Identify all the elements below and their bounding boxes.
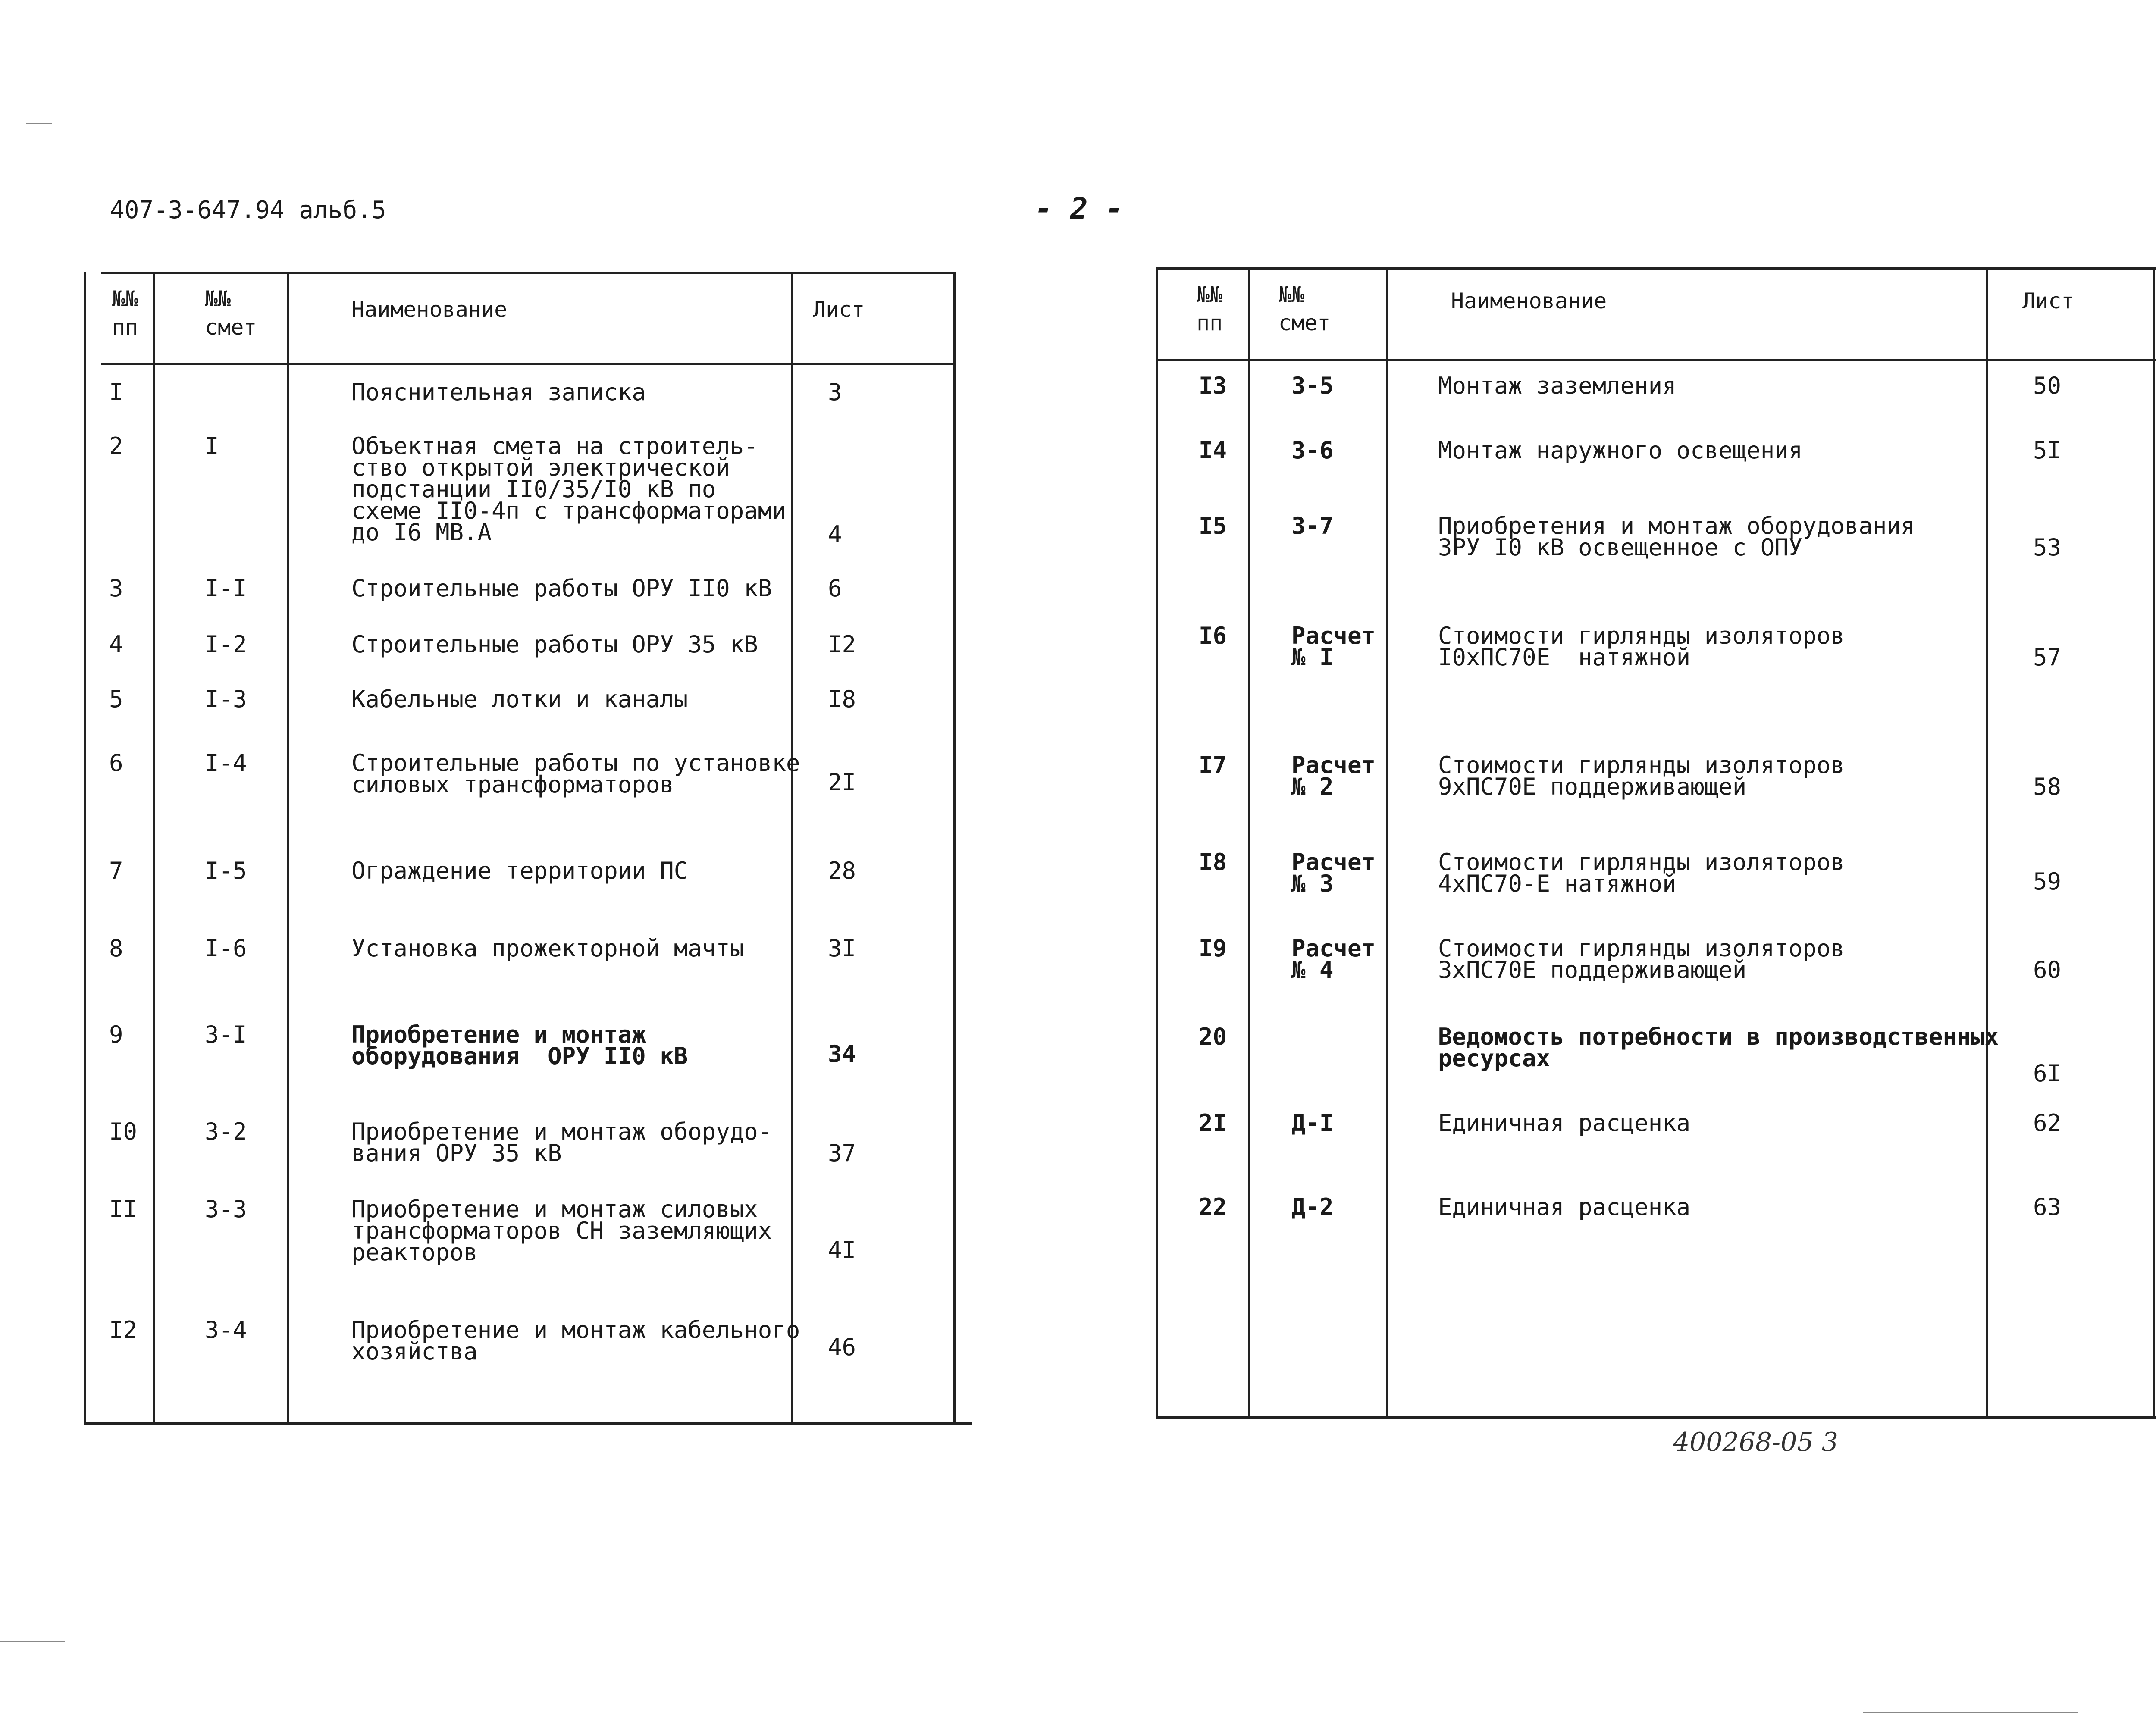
row-sheet: 6I — [2033, 1060, 2062, 1087]
row-sheet: 46 — [828, 1334, 856, 1361]
document-code: 407-3-647.94 альб.5 — [110, 196, 386, 224]
row-number: 7 — [109, 857, 123, 884]
header-name: Наименование — [351, 297, 508, 322]
row-number: 4 — [109, 631, 123, 658]
archive-stamp: 400268-05 3 — [1673, 1427, 1838, 1457]
scan-speck — [1863, 1712, 2078, 1713]
row-name: Монтаж заземления — [1438, 372, 1677, 399]
row-estimate: 3-4 — [205, 1316, 247, 1343]
row-estimate: I-2 — [205, 631, 247, 658]
row-name: Ведомость потребности в производственных ресурсах — [1438, 1023, 1999, 1072]
row-sheet: 50 — [2033, 372, 2062, 399]
row-estimate: I-I — [205, 575, 247, 602]
row-name: Приобретение и монтаж оборудования ОРУ II0 кВ — [351, 1021, 688, 1070]
header-estimate: №№ смет — [1279, 282, 1331, 335]
row-name: Единичная расценка — [1438, 1109, 1691, 1137]
row-name: Строительные работы ОРУ 35 кВ — [351, 631, 758, 658]
row-name: Единичная расценка — [1438, 1193, 1691, 1221]
row-name: Стоимости гирлянды изоляторов 3хПС70Е поддерживающей — [1438, 935, 1845, 983]
row-estimate: Д-I — [1291, 1109, 1334, 1137]
right-table — [1156, 267, 2156, 1423]
header-name: Наименование — [1451, 288, 1607, 313]
row-sheet: 58 — [2033, 773, 2062, 800]
row-estimate: I-3 — [205, 686, 247, 713]
row-number: 5 — [109, 686, 123, 713]
left-table — [84, 272, 972, 1427]
row-sheet: 4I — [828, 1237, 856, 1264]
row-number: 9 — [109, 1021, 123, 1048]
row-sheet: 3 — [828, 379, 842, 406]
row-estimate: I-4 — [205, 749, 247, 777]
row-name: Установка прожекторной мачты — [351, 935, 744, 962]
scan-speck — [26, 123, 52, 124]
row-sheet: 34 — [828, 1040, 856, 1068]
row-sheet: 6 — [828, 575, 842, 602]
row-sheet: 63 — [2033, 1193, 2062, 1221]
row-name: Строительные работы ОРУ II0 кВ — [351, 575, 772, 602]
row-sheet: 62 — [2033, 1109, 2062, 1137]
row-estimate: Расчет № 4 — [1291, 935, 1376, 983]
row-sheet: 5I — [2033, 437, 2062, 464]
row-estimate: 3-7 — [1291, 512, 1334, 539]
row-number: 2 — [109, 432, 123, 460]
row-name: Стоимости гирлянды изоляторов 4хПС70-Е натяжной — [1438, 849, 1845, 897]
row-estimate: 3-3 — [205, 1196, 247, 1223]
row-sheet: 2I — [828, 769, 856, 796]
row-estimate: 3-6 — [1291, 437, 1334, 464]
header-number: №№ пп — [1197, 282, 1223, 335]
row-name: Строительные работы по установке силовых трансформаторов — [351, 749, 800, 798]
row-sheet: 60 — [2033, 956, 2062, 983]
row-number: I2 — [109, 1316, 138, 1343]
row-estimate: I-6 — [205, 935, 247, 962]
row-name: Приобретение и монтаж силовых трансформаторов СН заземляющих реакторов — [351, 1196, 772, 1266]
row-sheet: 28 — [828, 857, 856, 884]
row-number: I7 — [1199, 751, 1227, 779]
row-estimate: 3-I — [205, 1021, 247, 1048]
row-name: Приобретения и монтаж оборудования ЗРУ I0 кВ освещенное с ОПУ — [1438, 512, 1915, 561]
header-estimate: №№ смет — [205, 286, 257, 340]
row-name: Приобретение и монтаж оборудо- вания ОРУ 35 кВ — [351, 1118, 772, 1167]
row-number: I5 — [1199, 512, 1227, 539]
row-sheet: I2 — [828, 631, 856, 658]
row-name: Ограждение территории ПС — [351, 857, 688, 884]
row-estimate: 3-5 — [1291, 372, 1334, 399]
row-sheet: 57 — [2033, 644, 2062, 671]
page-number: - 2 - — [1035, 192, 1123, 226]
row-estimate: Расчет № 3 — [1291, 849, 1376, 897]
header-sheet: Лист — [813, 297, 865, 322]
header-number: №№ пп — [112, 286, 138, 340]
row-estimate: Д-2 — [1291, 1193, 1334, 1221]
row-number: II — [109, 1196, 138, 1223]
row-name: Объектная смета на строитель- ство открытой электрической подстанции II0/35/I0 кВ по схеме II0-4п с трансформаторами до I6 МВ.А — [351, 432, 786, 546]
row-name: Кабельные лотки и каналы — [351, 686, 688, 713]
scan-speck — [0, 1641, 65, 1642]
row-number: 8 — [109, 935, 123, 962]
row-number: 3 — [109, 575, 123, 602]
row-estimate: I-5 — [205, 857, 247, 884]
row-sheet: 4 — [828, 521, 842, 548]
row-sheet: 59 — [2033, 868, 2062, 895]
row-number: I6 — [1199, 622, 1227, 649]
row-number: 22 — [1199, 1193, 1227, 1221]
row-estimate: Расчет № I — [1291, 622, 1376, 671]
row-name: Приобретение и монтаж кабельного хозяйства — [351, 1316, 800, 1365]
row-estimate: 3-2 — [205, 1118, 247, 1145]
header-sheet: Лист — [2022, 288, 2075, 313]
row-name: Монтаж наружного освещения — [1438, 437, 1803, 464]
row-number: 6 — [109, 749, 123, 777]
row-number: I — [109, 379, 123, 406]
row-number: I9 — [1199, 935, 1227, 962]
row-sheet: 53 — [2033, 534, 2062, 561]
row-sheet: I8 — [828, 686, 856, 713]
row-number: I8 — [1199, 849, 1227, 876]
row-sheet: 37 — [828, 1140, 856, 1167]
row-estimate: I — [205, 432, 219, 460]
row-number: I3 — [1199, 372, 1227, 399]
row-name: Стоимости гирлянды изоляторов 9хПС70Е поддерживающей — [1438, 751, 1845, 800]
row-estimate: Расчет № 2 — [1291, 751, 1376, 800]
row-number: I4 — [1199, 437, 1227, 464]
row-number: I0 — [109, 1118, 138, 1145]
row-number: 20 — [1199, 1023, 1227, 1050]
row-name: Стоимости гирлянды изоляторов I0хПС70Е натяжной — [1438, 622, 1845, 671]
row-number: 2I — [1199, 1109, 1227, 1137]
row-name: Пояснительная записка — [351, 379, 646, 406]
row-sheet: 3I — [828, 935, 856, 962]
